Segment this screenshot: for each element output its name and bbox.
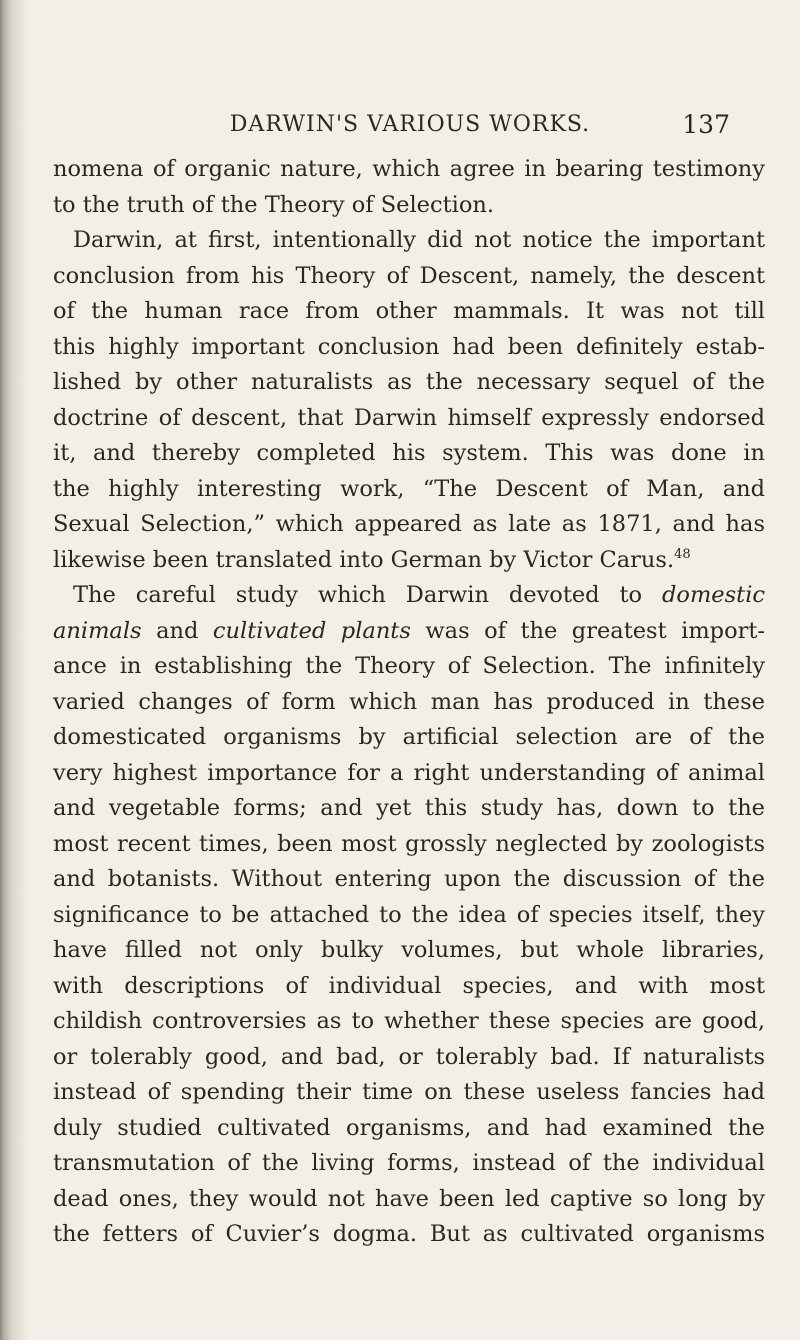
text-line: with descriptions of individual species, and with most bbox=[53, 972, 765, 999]
text-line: nomena of organic nature, which agree in bearing testimony bbox=[53, 156, 765, 182]
text-line: the fetters of Cuvier’s dogma. But as cultivated organisms bbox=[53, 1221, 765, 1247]
text-line: most recent times, been most grossly neglected by zoologists bbox=[53, 830, 765, 857]
italic-term: animals bbox=[53, 617, 142, 644]
text-line: conclusion from his Theory of Descent, namely, the descent bbox=[53, 262, 765, 289]
body-text bbox=[53, 152, 765, 1253]
italic-term: domestic bbox=[662, 582, 766, 608]
text-line: it, and thereby completed his system. This was done in bbox=[53, 440, 765, 466]
text-segment: was of the greatest import- bbox=[425, 617, 766, 644]
text-line: lished by other naturalists as the necessary sequel of the bbox=[53, 369, 765, 395]
text-line: duly studied cultivated organisms, and had examined the bbox=[53, 1114, 765, 1141]
text-line: this highly important conclusion had been definitely estab- bbox=[53, 333, 765, 360]
text-line: ance in establishing the Theory of Selection. The infinitely bbox=[53, 653, 765, 679]
running-title: DARWIN'S VARIOUS WORKS. bbox=[229, 112, 591, 137]
italic-term: cultivated plants bbox=[212, 617, 411, 644]
text-line: of the human race from other mammals. It was not till bbox=[53, 298, 765, 324]
text-segment: The careful study which Darwin devoted to bbox=[73, 582, 643, 608]
text-line: dead ones, they would not have been led captive so long by bbox=[53, 1185, 765, 1212]
text-line: very highest importance for a right understanding of animal bbox=[53, 759, 765, 786]
text-line-content: likewise been translated into German by Victor Carus. bbox=[53, 546, 675, 573]
text-line: domesticated organisms by artificial selection are of the bbox=[53, 724, 765, 750]
text-line: or tolerably good, and bad, or tolerably bad. If naturalists bbox=[53, 1043, 765, 1070]
text-line: Darwin, at first, intentionally did not notice the important bbox=[73, 227, 765, 253]
text-line: and vegetable forms; and yet this study has, down to the bbox=[53, 795, 765, 821]
footnote-reference[interactable]: 48 bbox=[674, 546, 691, 562]
text-line: and botanists. Without entering upon the discussion of the bbox=[53, 866, 765, 892]
page-number: 137 bbox=[682, 110, 730, 139]
text-line-with-footnote bbox=[53, 543, 765, 579]
text-line: have filled not only bulky volumes, but whole libraries, bbox=[53, 937, 765, 963]
text-line: the highly interesting work, “The Descent of Man, and bbox=[53, 475, 765, 502]
text-line: transmutation of the living forms, instead of the individual bbox=[53, 1150, 765, 1176]
text-line: instead of spending their time on these useless fancies had bbox=[53, 1079, 765, 1105]
text-line: significance to be attached to the idea of species itself, they bbox=[53, 901, 765, 928]
text-line-mixed bbox=[53, 614, 765, 650]
text-line: Sexual Selection,” which appeared as late as 1871, and has bbox=[53, 511, 765, 537]
running-head bbox=[40, 112, 780, 142]
text-line: doctrine of descent, that Darwin himself expressly endorsed bbox=[53, 404, 765, 431]
binding-gutter-shadow bbox=[0, 0, 30, 1340]
text-line: to the truth of the Theory of Selection. bbox=[53, 191, 495, 218]
text-line-mixed bbox=[53, 578, 765, 614]
text-segment: and bbox=[156, 617, 199, 644]
text-line: varied changes of form which man has produced in these bbox=[53, 688, 765, 715]
text-line: childish controversies as to whether these species are good, bbox=[53, 1008, 765, 1034]
